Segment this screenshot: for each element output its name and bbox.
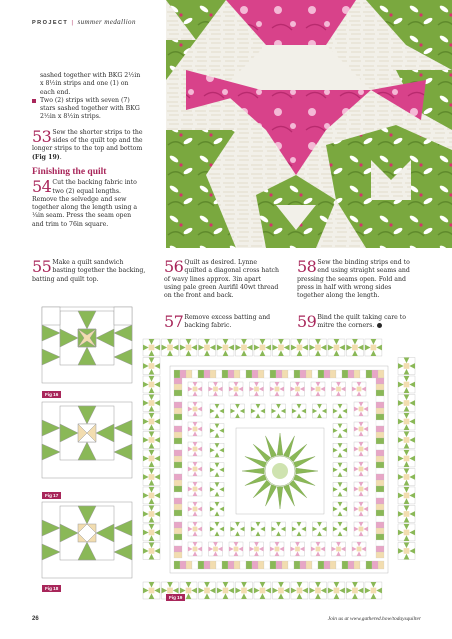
figure-label: Fig 19 xyxy=(166,594,185,601)
step-number: 57 xyxy=(164,314,184,331)
running-header xyxy=(32,18,136,26)
step-53 xyxy=(32,129,144,162)
figure-18 xyxy=(36,500,142,591)
figure-label: Fig 17 xyxy=(42,492,61,499)
figure-17 xyxy=(36,400,142,498)
figure-label: Fig 16 xyxy=(42,391,61,398)
figure-16 xyxy=(36,305,142,397)
figure-19 xyxy=(140,336,418,603)
step-number: 59 xyxy=(297,314,317,331)
section-label: PROJECT xyxy=(32,20,69,26)
step-54 xyxy=(32,179,144,229)
step-58 xyxy=(297,259,419,300)
step-56 xyxy=(164,259,280,300)
step-number: 53 xyxy=(32,128,52,146)
step-text: Make a quilt sandwich basting together the backing, batting and quilt top. xyxy=(32,259,146,283)
continued-text: sashed together with BKG 2½in x 8½in strips and one (1) on each end. xyxy=(40,72,141,96)
step-text: Sew the shorter strips to the sides of the quilt top and the longer strips to the top and bottom xyxy=(32,128,143,153)
bullet-square-icon xyxy=(32,99,36,103)
step-text: Cut the backing fabric into two (2) equal lengths. Remove the selvedge and sew together along the length using a ¼in seam. Press the seam open and trim to 76in square. xyxy=(32,179,138,228)
figure-reference: (Fig 19) xyxy=(32,153,60,161)
step-text: Sew the binding strips end to end using straight seams and pressing the seams open. Fold and press in half with wrong sides together along the length. xyxy=(297,259,410,300)
bullet-text: Two (2) strips with seven (7) stars sashed together with BKG 2½in x 8½in strips. xyxy=(40,96,140,121)
quilt-detail-photo xyxy=(166,0,452,248)
step-number: 58 xyxy=(297,259,317,276)
step-59 xyxy=(297,314,419,331)
step-number: 56 xyxy=(164,259,184,276)
figure-label: Fig 18 xyxy=(42,585,61,592)
step-57 xyxy=(164,314,280,331)
section-heading: Finishing the quilt xyxy=(32,166,107,177)
page-number: 26 xyxy=(32,616,39,622)
step-text: Quilt as desired. Lynne quilted a diagonal cross hatch of wavy lines approx. 3in apart using pale green Aurifil 40wt thread on the front and back. xyxy=(164,259,280,300)
step-text-end: . xyxy=(59,153,62,161)
end-mark-icon xyxy=(377,323,382,328)
step-text: Remove excess batting and backing fabric. xyxy=(184,314,271,330)
section-subtitle: summer medallion xyxy=(77,18,136,26)
left-column xyxy=(32,72,144,229)
step-55 xyxy=(32,259,148,284)
step-text: Bind the quilt taking care to mitre the corners. xyxy=(317,314,407,330)
step-number: 55 xyxy=(32,259,52,276)
quilt-layout-diagram xyxy=(140,336,418,603)
header-separator: | xyxy=(71,20,75,26)
bullet-item xyxy=(32,97,144,122)
step-number: 54 xyxy=(32,179,52,197)
footer-tagline: Join us at www.gathered.how/todaysquilter xyxy=(327,616,421,622)
